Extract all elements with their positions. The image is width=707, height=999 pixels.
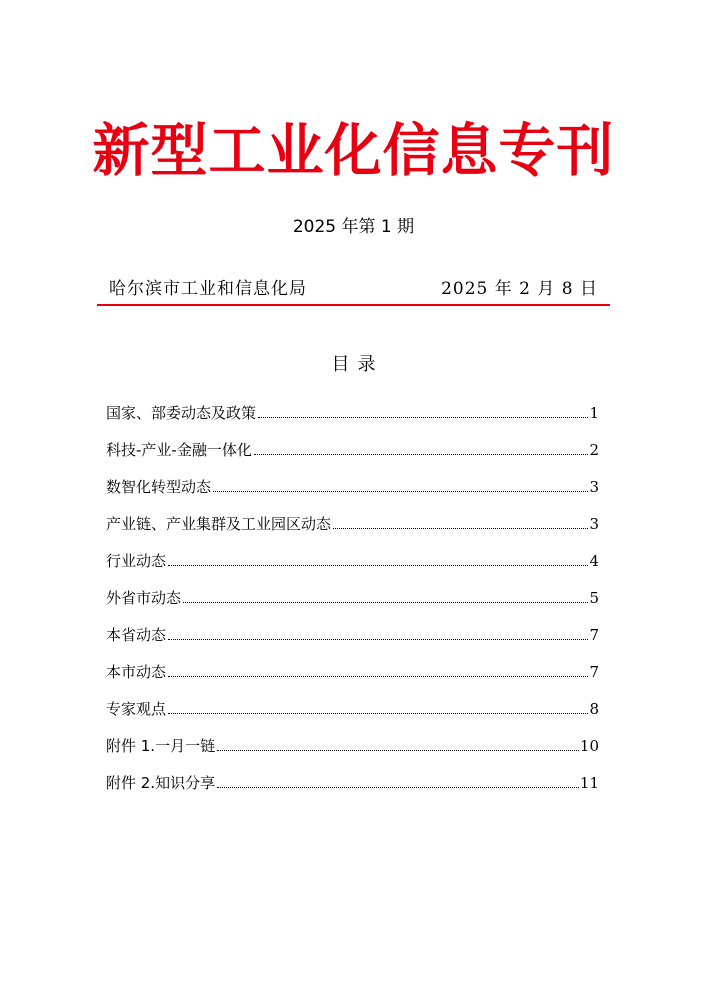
toc-dot-leader <box>213 490 588 492</box>
toc-dot-leader <box>168 638 588 640</box>
toc-entry-label: 国家、部委动态及政策 <box>106 404 257 422</box>
toc-entry-page: 1 <box>589 404 599 422</box>
toc-dot-leader <box>168 564 588 566</box>
toc-entry[interactable] <box>106 574 599 611</box>
toc-entry-page: 5 <box>589 589 599 607</box>
toc-entry-page: 4 <box>589 552 599 570</box>
issue-number: 2025 年第 1 期 <box>292 217 415 237</box>
toc-dot-leader <box>183 601 588 603</box>
toc-entry[interactable] <box>106 389 599 426</box>
toc-entry-page: 2 <box>589 441 599 459</box>
toc-entry[interactable] <box>106 685 599 722</box>
toc-entry[interactable] <box>106 500 599 537</box>
toc-entry[interactable] <box>106 648 599 685</box>
header-divider <box>97 304 610 306</box>
toc-entry-label: 本市动态 <box>106 663 167 681</box>
toc-entry-page: 8 <box>589 700 599 718</box>
toc-entry-page: 7 <box>589 626 599 644</box>
toc-dot-leader <box>217 749 579 751</box>
toc-entry-page: 3 <box>589 515 599 533</box>
toc-entry-label: 本省动态 <box>106 626 167 644</box>
toc-entry[interactable] <box>106 611 599 648</box>
toc-dot-leader <box>168 712 588 714</box>
toc-entry[interactable] <box>106 759 599 796</box>
toc-entry-page: 7 <box>589 663 599 681</box>
table-of-contents <box>106 389 599 796</box>
toc-entry[interactable] <box>106 537 599 574</box>
toc-entry[interactable] <box>106 722 599 759</box>
toc-entry-label: 附件 1.一月一链 <box>106 737 216 755</box>
toc-entry-label: 行业动态 <box>106 552 167 570</box>
toc-entry-label: 数智化转型动态 <box>106 478 212 496</box>
toc-entry[interactable] <box>106 463 599 500</box>
toc-dot-leader <box>333 527 588 529</box>
toc-entry[interactable] <box>106 426 599 463</box>
toc-entry-label: 科技-产业-金融一体化 <box>106 441 252 459</box>
toc-entry-page: 11 <box>579 774 599 792</box>
toc-entry-label: 产业链、产业集群及工业园区动态 <box>106 515 332 533</box>
toc-dot-leader <box>217 786 579 788</box>
toc-dot-leader <box>254 453 589 455</box>
document-title: 新型工业化信息专刊 <box>92 117 615 184</box>
toc-dot-leader <box>258 416 588 418</box>
issuer-name: 哈尔滨市工业和信息化局 <box>109 279 307 299</box>
toc-entry-label: 专家观点 <box>106 700 167 718</box>
toc-heading: 目录 <box>331 354 384 375</box>
toc-entry-page: 3 <box>589 478 599 496</box>
publication-meta <box>109 276 598 302</box>
toc-entry-page: 10 <box>579 737 599 755</box>
toc-entry-label: 外省市动态 <box>106 589 182 607</box>
publication-date: 2025 年 2 月 8 日 <box>441 279 598 299</box>
toc-dot-leader <box>168 675 588 677</box>
toc-entry-label: 附件 2.知识分享 <box>106 774 216 792</box>
